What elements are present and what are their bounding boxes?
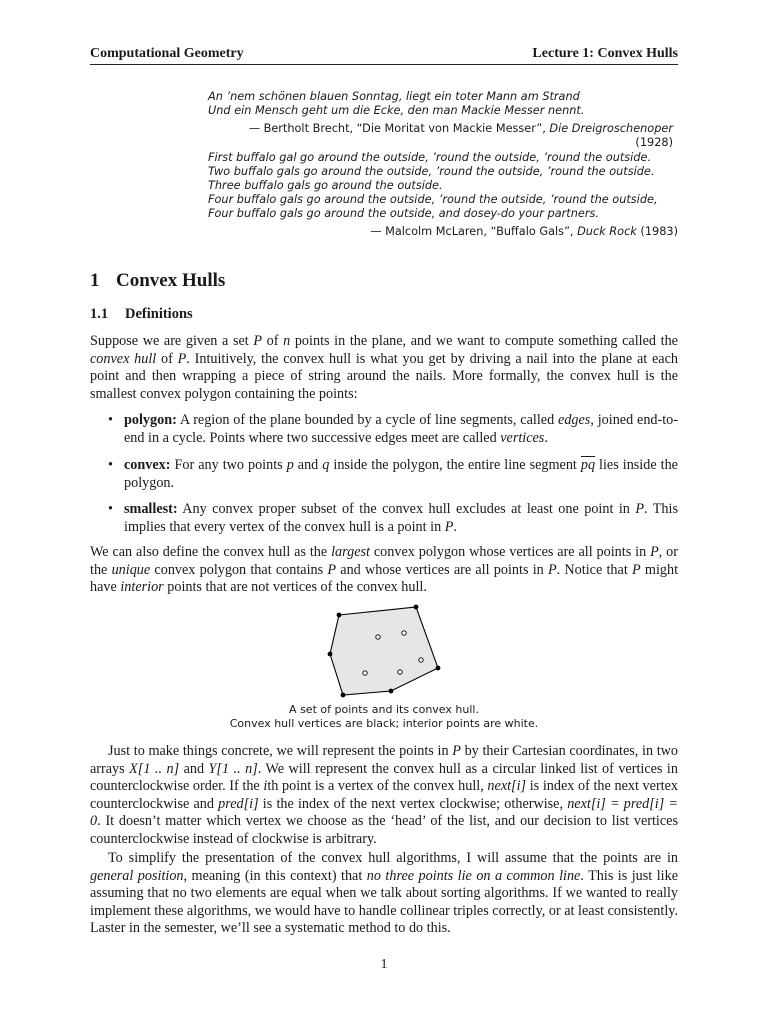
text: inside the polygon, the entire line segment <box>329 457 581 473</box>
subsection-number: 1.1 <box>90 306 109 322</box>
term-unique: unique <box>111 561 151 578</box>
hull-vertex-point <box>341 693 346 698</box>
attribution-work: Duck Rock <box>577 225 637 238</box>
text: and <box>179 760 209 777</box>
text: convex polygon whose vertices are all points in <box>369 544 651 560</box>
text: , joined end-to-end in a cycle. Points where two successive edges meet are called <box>124 412 678 446</box>
text: . Notice that <box>556 561 632 578</box>
epigraph-line: First buffalo gal go around the outside, ’round the outside, ’round the outside. <box>208 151 652 164</box>
text: and <box>293 457 323 473</box>
term-no-three-collinear: no three points lie on a common line <box>366 867 581 884</box>
hull-vertex-point <box>436 666 441 671</box>
attribution-work: Die Dreigroschenoper <box>549 122 673 135</box>
text: A region of the plane bounded by a cycle of line segments, called <box>176 412 559 428</box>
epigraph-line: An ’nem schönen blauen Sonntag, liegt ein toter Mann am Strand <box>208 90 580 103</box>
text: of <box>262 333 284 349</box>
term-edges: edges <box>558 412 591 428</box>
paragraph-intro <box>90 333 678 403</box>
attribution-prefix: — Malcolm McLaren, “Buffalo Gals”, <box>370 225 574 238</box>
math-segment-pq: $\overline{pq}$ <box>580 457 596 473</box>
text: points that are not vertices of the convex hull. <box>163 579 427 596</box>
text: . <box>544 429 548 446</box>
running-header <box>90 46 678 66</box>
section-heading <box>90 270 225 292</box>
text: . Intuitively, the convex hull is what you get by driving a nail into the plane at each point and then wrapping a piece of string around the nails. More formally, the convex hull is the smallest convex polygon containing the points: <box>90 350 678 402</box>
text: , meaning (in this context) that <box>183 867 367 884</box>
definition-term: smallest: <box>124 501 178 517</box>
text: convex polygon that contains <box>150 561 328 578</box>
math-array-X: X[1 .. n] <box>129 760 180 777</box>
term-interior: interior <box>120 579 164 596</box>
definition-term: convex: <box>124 457 171 473</box>
hull-vertex-point <box>337 613 342 618</box>
definition-term: polygon: <box>124 412 177 428</box>
epigraph-mclaren <box>208 151 678 221</box>
text: . <box>453 518 457 535</box>
interior-point <box>363 671 367 675</box>
term-convex-hull: convex hull <box>90 350 157 367</box>
paragraph-representation <box>90 743 678 849</box>
interior-point <box>376 635 380 639</box>
math-P: P <box>650 544 659 560</box>
figure-caption-line: Convex hull vertices are black; interior points are white. <box>229 717 539 730</box>
text: of <box>156 350 178 367</box>
text: th point is a vertex of the convex hull, <box>267 778 488 795</box>
epigraph-line: Two buffalo gals go around the outside, ’round the outside, ’round the outside. <box>208 165 655 178</box>
term-vertices: vertices <box>500 429 545 446</box>
section-title: Convex Hulls <box>116 270 226 291</box>
text: Just to make things concrete, we will represent the points in <box>108 743 453 759</box>
math-array-Y: Y[1 .. n] <box>208 760 258 777</box>
text: . We will represent the convex hull as a circular linked list of vertices in counterclockwise order. If the <box>90 760 678 795</box>
math-pred: pred[i] <box>218 795 259 812</box>
text: . This implies that every vertex of the convex hull is a point in <box>124 501 678 535</box>
text: might have <box>90 561 679 596</box>
paragraph-general-position <box>90 850 678 938</box>
attribution-year: (1983) <box>640 225 678 238</box>
bullet-icon: • <box>108 501 113 517</box>
bullet-icon: • <box>108 457 113 473</box>
math-P: P <box>253 333 263 349</box>
page-number: 1 <box>380 957 388 972</box>
subsection-title: Definitions <box>125 306 193 322</box>
text: Any convex proper subset of the convex hull excludes at least one point in <box>177 501 636 517</box>
epigraph-attribution-brecht <box>208 122 673 150</box>
math-equation: next[i] = pred[i] = 0 <box>90 795 678 830</box>
term-largest: largest <box>331 544 370 560</box>
section-number: 1 <box>90 270 100 291</box>
convex-hull-figure <box>322 604 446 700</box>
epigraph-line: Und ein Mensch geht um die Ecke, den man Mackie Messer nennt. <box>208 104 585 117</box>
text: is index of the next vertex counterclockwise and <box>90 778 679 812</box>
text: To simplify the presentation of the convex hull algorithms, I will assume that the points are in <box>108 850 678 866</box>
math-P: P <box>177 350 187 367</box>
header-lecture-title: Lecture 1: Convex Hulls <box>532 46 678 61</box>
interior-point <box>398 670 402 674</box>
text: lies inside the polygon. <box>124 457 678 491</box>
hull-vertex-point <box>414 605 419 610</box>
subsection-heading <box>90 306 193 323</box>
text: . It doesn’t matter which vertex we choose as the ‘head’ of the list, and our decision to list vertices counterclockwise instead of clockwise is arbitrary. <box>90 813 678 847</box>
text: by their Cartesian coordinates, in two arrays <box>90 743 678 777</box>
term-general-position: general position <box>90 867 184 884</box>
text: We can also define the convex hull as the <box>90 544 332 560</box>
epigraph-line: Three buffalo gals go around the outside. <box>208 179 443 192</box>
text: For any two points <box>170 457 287 473</box>
math-P: P <box>327 561 337 578</box>
interior-point <box>419 658 423 662</box>
math-P: P <box>632 561 641 578</box>
attribution-year: (1928) <box>635 136 673 149</box>
math-q: q <box>322 457 330 473</box>
figure-caption-line: A set of points and its convex hull. <box>289 703 479 716</box>
header-rule <box>90 64 678 65</box>
text: Suppose we are given a set <box>90 333 254 349</box>
text: , or the <box>90 544 678 578</box>
epigraph-attribution-mclaren <box>208 225 678 239</box>
convex-hull-polygon <box>330 607 438 695</box>
math-next: next[i] <box>487 778 527 795</box>
text: . This is just like assuming that no two elements are equal when we talk about sorting algorithms. If we wanted to really implement these algorithms, we would have to handle collinear triples correctly, or at least consistently. Laster in the semester, we’ll see a systematic method to do this. <box>90 867 678 937</box>
math-n: n <box>283 333 291 349</box>
interior-point <box>402 631 406 635</box>
math-P: P <box>444 518 454 535</box>
hull-vertex-point <box>328 652 333 657</box>
bullet-icon: • <box>108 412 113 428</box>
attribution-prefix: — Bertholt Brecht, “Die Moritat von Mackie Messer”, <box>248 122 546 135</box>
text: and whose vertices are all points in <box>336 561 548 578</box>
math-p: p <box>286 457 294 473</box>
epigraph-brecht <box>208 90 678 118</box>
header-course-title: Computational Geometry <box>90 46 244 61</box>
math-P: P <box>635 501 645 517</box>
epigraph-line: Four buffalo gals go around the outside, and dosey-do your partners. <box>208 207 599 220</box>
text: points in the plane, and we want to compute something called the <box>290 333 678 349</box>
math-P: P <box>547 561 557 578</box>
math-i: i <box>263 778 268 795</box>
hull-vertex-point <box>389 689 394 694</box>
epigraph-line: Four buffalo gals go around the outside, ’round the outside, ’round the outside, <box>208 193 658 206</box>
text: is the index of the next vertex clockwise; otherwise, <box>258 795 568 812</box>
math-P: P <box>452 743 461 759</box>
paragraph-alternate-definition <box>90 544 678 597</box>
